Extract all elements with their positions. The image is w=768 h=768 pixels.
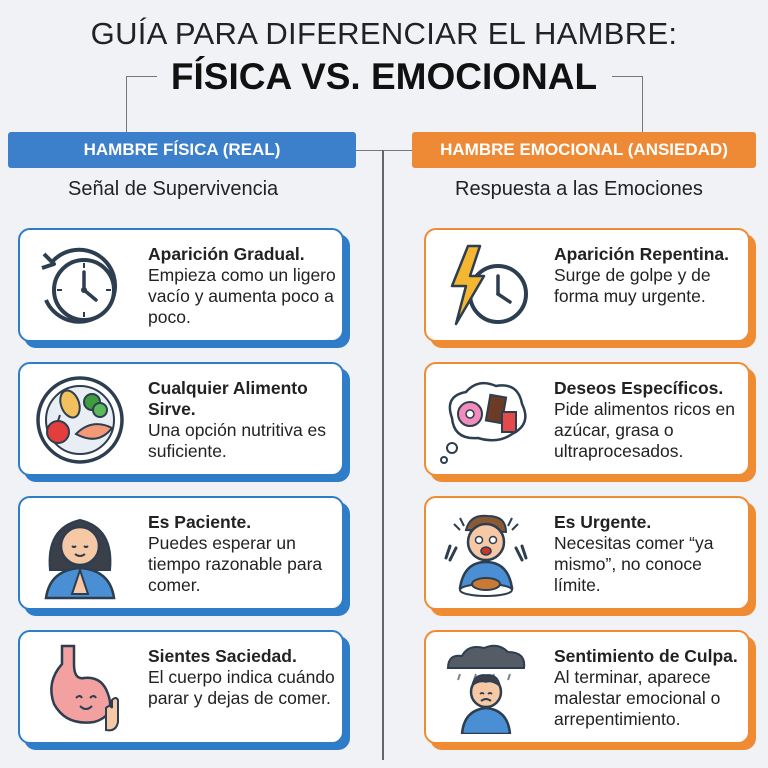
card-body: Necesitas comer “ya mismo”, no conoce límite. [554,533,714,595]
card-any-food [18,362,344,476]
title-line1: GUÍA PARA DIFERENCIAR EL HAMBRE: [90,16,678,51]
card-title: Cualquier Alimento Sirve. [148,378,308,419]
card-title: Sientes Saciedad. [148,646,297,666]
card-body: El cuerpo indica cuándo parar y dejas de comer. [148,667,335,708]
healthy-plate-icon [32,374,128,466]
subtitle-physical: Señal de Supervivencia [68,178,279,200]
subtitle-emotional: Respuesta a las Emociones [455,178,703,200]
card-title: Sentimiento de Culpa. [554,646,738,666]
title-line2: FÍSICA VS. EMOCIONAL [170,56,598,97]
card-guilt [424,630,750,744]
card-title: Es Urgente. [554,512,652,532]
card-gradual-onset [18,228,344,342]
card-specific-cravings [424,362,750,476]
card-title: Deseos Específicos. [554,378,724,398]
card-patient [18,496,344,610]
card-title: Aparición Repentina. [554,244,730,264]
card-sudden-onset [424,228,750,342]
sad-person-cloud-icon [438,642,534,734]
connector-center [356,150,412,151]
lightning-clock-icon [438,240,534,332]
card-urgent [424,496,750,610]
card-body: Una opción nutritiva es suficiente. [148,420,327,461]
card-body: Puedes esperar un tiempo razonable para comer. [148,533,323,595]
card-body: Al terminar, aparece malestar emocional o arrepentimiento. [554,667,721,729]
header-emotional: HAMBRE EMOCIONAL (ANSIEDAD) [412,132,756,168]
card-satiety [18,630,344,744]
connector-right [612,76,643,133]
card-title: Aparición Gradual. [148,244,305,264]
card-body: Empieza como un ligero vacío y aumenta poco a poco. [148,265,336,327]
card-title: Es Paciente. [148,512,252,532]
center-divider [382,150,384,760]
craving-thought-icon [438,374,534,466]
card-body: Pide alimentos ricos en azúcar, grasa o ultraprocesados. [554,399,735,461]
connector-left [126,76,157,133]
stressed-man-icon [438,508,534,600]
calm-woman-icon [32,508,128,600]
header-physical: HAMBRE FÍSICA (REAL) [8,132,356,168]
clock-icon [32,240,128,332]
card-body: Surge de golpe y de forma muy urgente. [554,265,711,306]
stomach-icon [32,642,128,734]
